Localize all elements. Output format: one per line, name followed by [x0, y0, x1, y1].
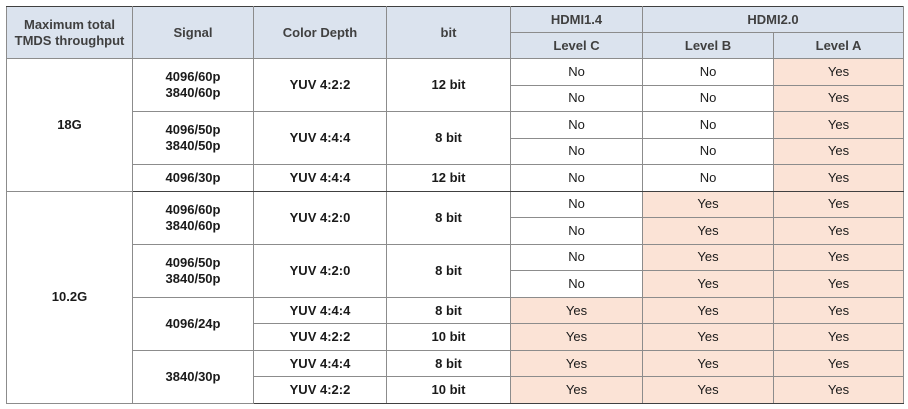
- table-row: [7, 59, 904, 86]
- level-a-cell: Yes: [774, 59, 904, 86]
- level-b-cell: No: [643, 59, 774, 86]
- header-throughput: Maximum total TMDS throughput: [7, 7, 133, 59]
- hdmi-support-table: [6, 6, 904, 404]
- signal-format: 4096/24p: [165, 315, 221, 331]
- level-c-cell: No: [511, 112, 643, 139]
- table-row: [7, 112, 904, 139]
- table-row: [7, 165, 904, 192]
- bit-depth-cell: 10 bit: [387, 324, 511, 351]
- level-b-cell: Yes: [643, 191, 774, 218]
- level-a-cell: Yes: [774, 165, 904, 192]
- table-body: [7, 59, 904, 404]
- level-b-cell: Yes: [643, 350, 774, 377]
- level-c-cell: Yes: [511, 324, 643, 351]
- signal-format: 4096/30p: [165, 169, 221, 185]
- bit-depth-cell: 8 bit: [387, 112, 511, 165]
- signal-cell: [133, 191, 254, 244]
- bit-depth-cell: 8 bit: [387, 297, 511, 324]
- level-a-cell: Yes: [774, 218, 904, 245]
- throughput-cell: 18G: [7, 59, 133, 192]
- level-b-cell: Yes: [643, 271, 774, 298]
- bit-depth-cell: 10 bit: [387, 377, 511, 404]
- level-c-cell: No: [511, 165, 643, 192]
- color-depth-cell: YUV 4:4:4: [254, 165, 387, 192]
- header-bit: bit: [387, 7, 511, 59]
- signal-cell: [133, 59, 254, 112]
- header-level-c: Level C: [511, 33, 643, 59]
- bit-depth-cell: 12 bit: [387, 59, 511, 112]
- level-b-cell: No: [643, 85, 774, 112]
- color-depth-cell: YUV 4:4:4: [254, 350, 387, 377]
- color-depth-cell: YUV 4:2:2: [254, 377, 387, 404]
- level-a-cell: Yes: [774, 350, 904, 377]
- level-a-cell: Yes: [774, 112, 904, 139]
- color-depth-cell: YUV 4:2:0: [254, 244, 387, 297]
- level-b-cell: No: [643, 165, 774, 192]
- table-row: [7, 244, 904, 271]
- color-depth-cell: YUV 4:2:0: [254, 191, 387, 244]
- signal-format: 4096/60p: [165, 69, 221, 85]
- header-level-b: Level B: [643, 33, 774, 59]
- level-a-cell: Yes: [774, 138, 904, 165]
- bit-depth-cell: 8 bit: [387, 244, 511, 297]
- signal-cell: [133, 112, 254, 165]
- level-a-cell: Yes: [774, 324, 904, 351]
- level-b-cell: Yes: [643, 377, 774, 404]
- signal-cell: [133, 165, 254, 192]
- header-signal: Signal: [133, 7, 254, 59]
- signal-format: 4096/60p: [165, 201, 221, 217]
- header-hdmi20: HDMI2.0: [643, 7, 904, 33]
- table-row: [7, 350, 904, 377]
- level-c-cell: No: [511, 85, 643, 112]
- level-c-cell: No: [511, 271, 643, 298]
- bit-depth-cell: 8 bit: [387, 191, 511, 244]
- level-c-cell: Yes: [511, 377, 643, 404]
- header-color-depth: Color Depth: [254, 7, 387, 59]
- level-b-cell: Yes: [643, 297, 774, 324]
- level-c-cell: Yes: [511, 350, 643, 377]
- level-a-cell: Yes: [774, 271, 904, 298]
- color-depth-cell: YUV 4:2:2: [254, 324, 387, 351]
- signal-cell: [133, 297, 254, 350]
- level-a-cell: Yes: [774, 85, 904, 112]
- header-hdmi14: HDMI1.4: [511, 7, 643, 33]
- table-row: [7, 297, 904, 324]
- level-a-cell: Yes: [774, 297, 904, 324]
- bit-depth-cell: 12 bit: [387, 165, 511, 192]
- level-b-cell: Yes: [643, 324, 774, 351]
- level-c-cell: No: [511, 138, 643, 165]
- level-c-cell: Yes: [511, 297, 643, 324]
- table-row: [7, 191, 904, 218]
- color-depth-cell: YUV 4:2:2: [254, 59, 387, 112]
- signal-format: 4096/50p: [165, 122, 221, 138]
- level-b-cell: No: [643, 138, 774, 165]
- level-a-cell: Yes: [774, 377, 904, 404]
- level-c-cell: No: [511, 191, 643, 218]
- header-level-a: Level A: [774, 33, 904, 59]
- signal-format: 3840/50p: [165, 138, 221, 154]
- signal-format: 3840/60p: [165, 217, 221, 233]
- color-depth-cell: YUV 4:4:4: [254, 297, 387, 324]
- signal-format: 3840/30p: [165, 368, 221, 384]
- level-a-cell: Yes: [774, 244, 904, 271]
- signal-format: 4096/50p: [165, 254, 221, 270]
- level-c-cell: No: [511, 218, 643, 245]
- level-b-cell: No: [643, 112, 774, 139]
- level-c-cell: No: [511, 59, 643, 86]
- level-a-cell: Yes: [774, 191, 904, 218]
- signal-format: 3840/60p: [165, 85, 221, 101]
- bit-depth-cell: 8 bit: [387, 350, 511, 377]
- throughput-cell: 10.2G: [7, 191, 133, 403]
- signal-cell: [133, 350, 254, 403]
- level-b-cell: Yes: [643, 244, 774, 271]
- level-b-cell: Yes: [643, 218, 774, 245]
- color-depth-cell: YUV 4:4:4: [254, 112, 387, 165]
- level-c-cell: No: [511, 244, 643, 271]
- signal-format: 3840/50p: [165, 270, 221, 286]
- signal-cell: [133, 244, 254, 297]
